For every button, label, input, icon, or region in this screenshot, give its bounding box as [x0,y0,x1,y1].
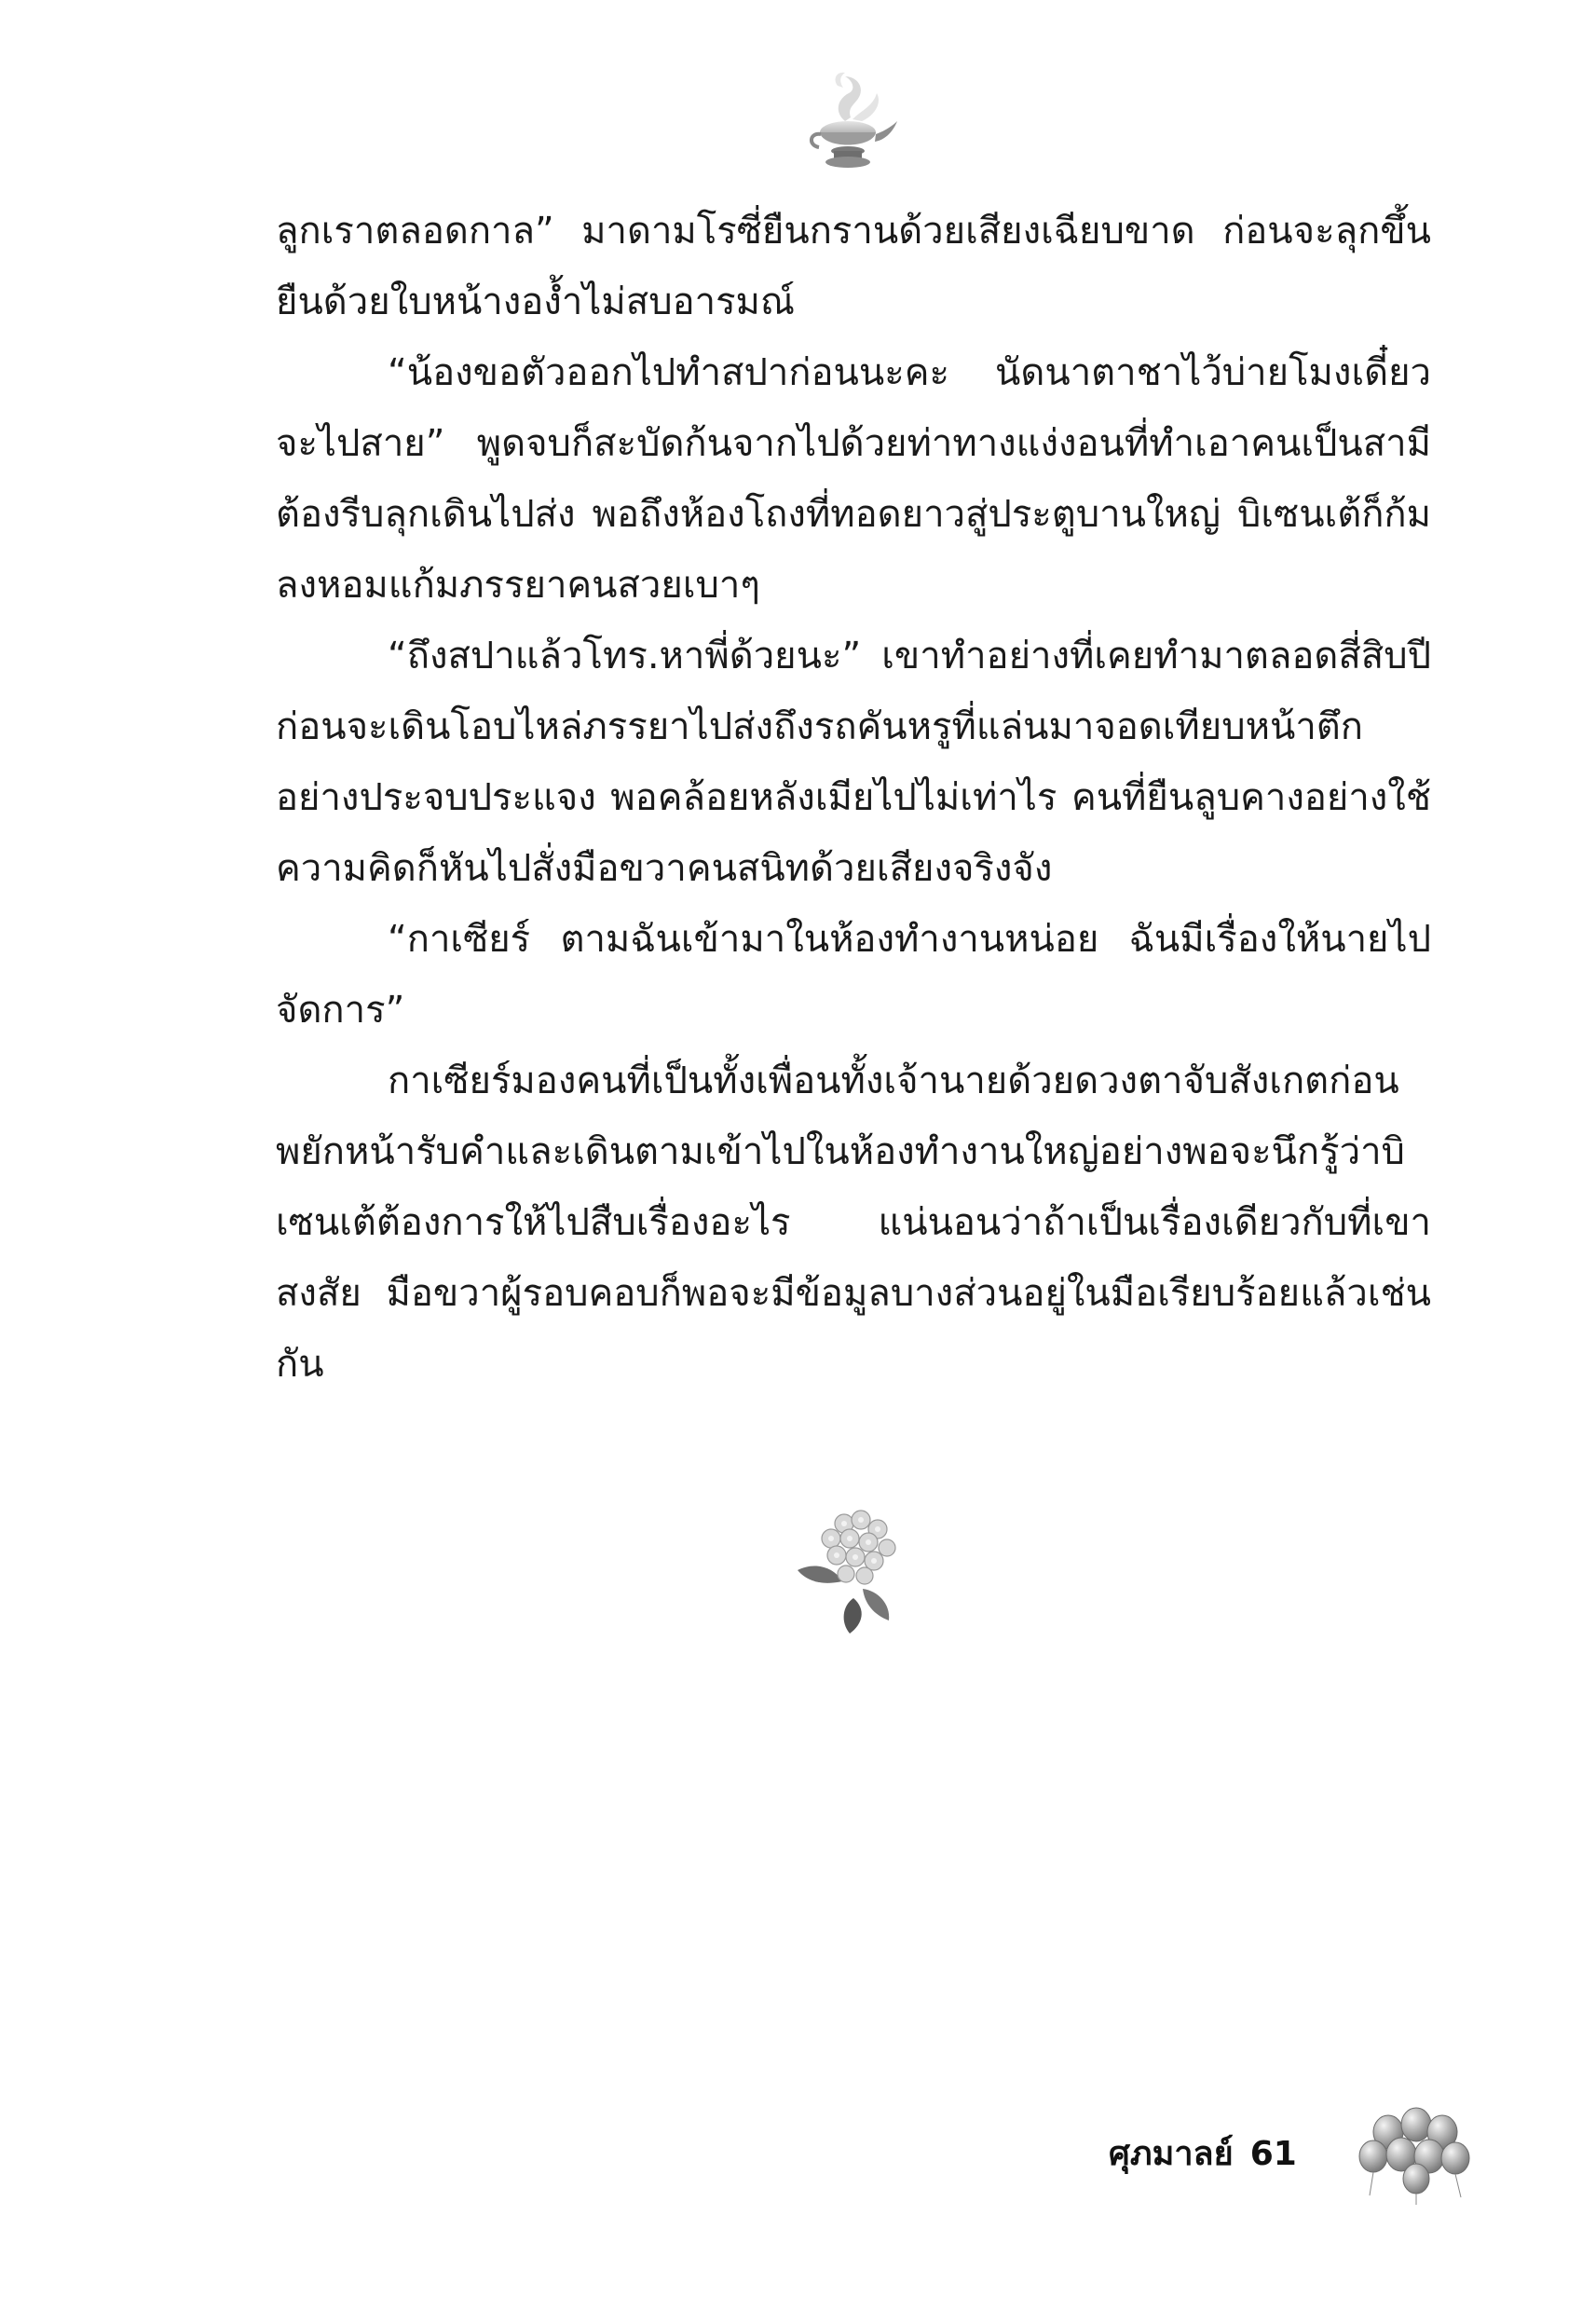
paragraph: ลูกเราตลอดกาล” มาดามโรซี่ยืนกรานด้วยเสียงเฉียบขาด ก่อนจะลุกขึ้นยืนด้วยใบหน้างองํ้าไม่สบอารมณ์ [276,210,1431,323]
page-footer [1109,2104,1565,2207]
paragraph: “ถึงสปาแล้วโทร.หาพี่ด้วยนะ” เขาทำอย่างที่เคยทำมาตลอดสี่สิบปี ก่อนจะเดินโอบไหล่ภรรยาไปส่งถึงรถคันหรูที่แล่นมาจอดเทียบหน้าตึกอย่างประจบประแจง พอคล้อยหลังเมียไปไม่เท่าไร คนที่ยืนลูบคางอย่างใช้ความคิดก็หันไปสั่งมือขวาคนสนิทด้วยเสียงจริงจัง [276,635,1431,890]
paragraph: กาเซียร์มองคนที่เป็นทั้งเพื่อนทั้งเจ้านายด้วยดวงตาจับสังเกตก่อนพยักหน้ารับคำและเดินตามเข้าไปในห้องทำงานใหญ่อย่างพอจะนึกรู้ว่าบิเซนเต้ต้องการให้ไปสืบเรื่องอะไร แน่นอนว่าถ้าเป็นเรื่องเดียวกับที่เขาสงสัย มือขวาผู้รอบคอบก็พอจะมีข้อมูลบางส่วนอยู่ในมือเรียบร้อยแล้วเช่นกัน [276,1060,1431,1386]
paragraph: “กาเซียร์ ตามฉันเข้ามาในห้องทำงานหน่อย ฉันมีเรื่องให้นายไปจัดการ” [276,918,1431,1032]
page-number: 61 [1249,2135,1297,2173]
hydrangea-flower-icon [788,1496,919,1635]
balloons-icon [1351,2104,1481,2207]
body-text [276,196,1431,1400]
magic-lamp-icon [797,65,899,172]
author-name: ศุภมาลย์ [1109,2135,1234,2173]
paragraph: “น้องขอตัวออกไปทำสปาก่อนนะคะ นัดนาตาชาไว้บ่ายโมงเดี๋ยวจะไปสาย” พูดจบก็สะบัดก้นจากไปด้วยท่าทางแง่งอนที่ทำเอาคนเป็นสามีต้องรีบลุกเดินไปส่ง พอถึงห้องโถงที่ทอดยาวสู่ประตูบานใหญ่ บิเซนเต้ก็ก้มลงหอมแก้มภรรยาคนสวยเบาๆ [276,351,1431,607]
footer-text [1109,2126,1297,2180]
